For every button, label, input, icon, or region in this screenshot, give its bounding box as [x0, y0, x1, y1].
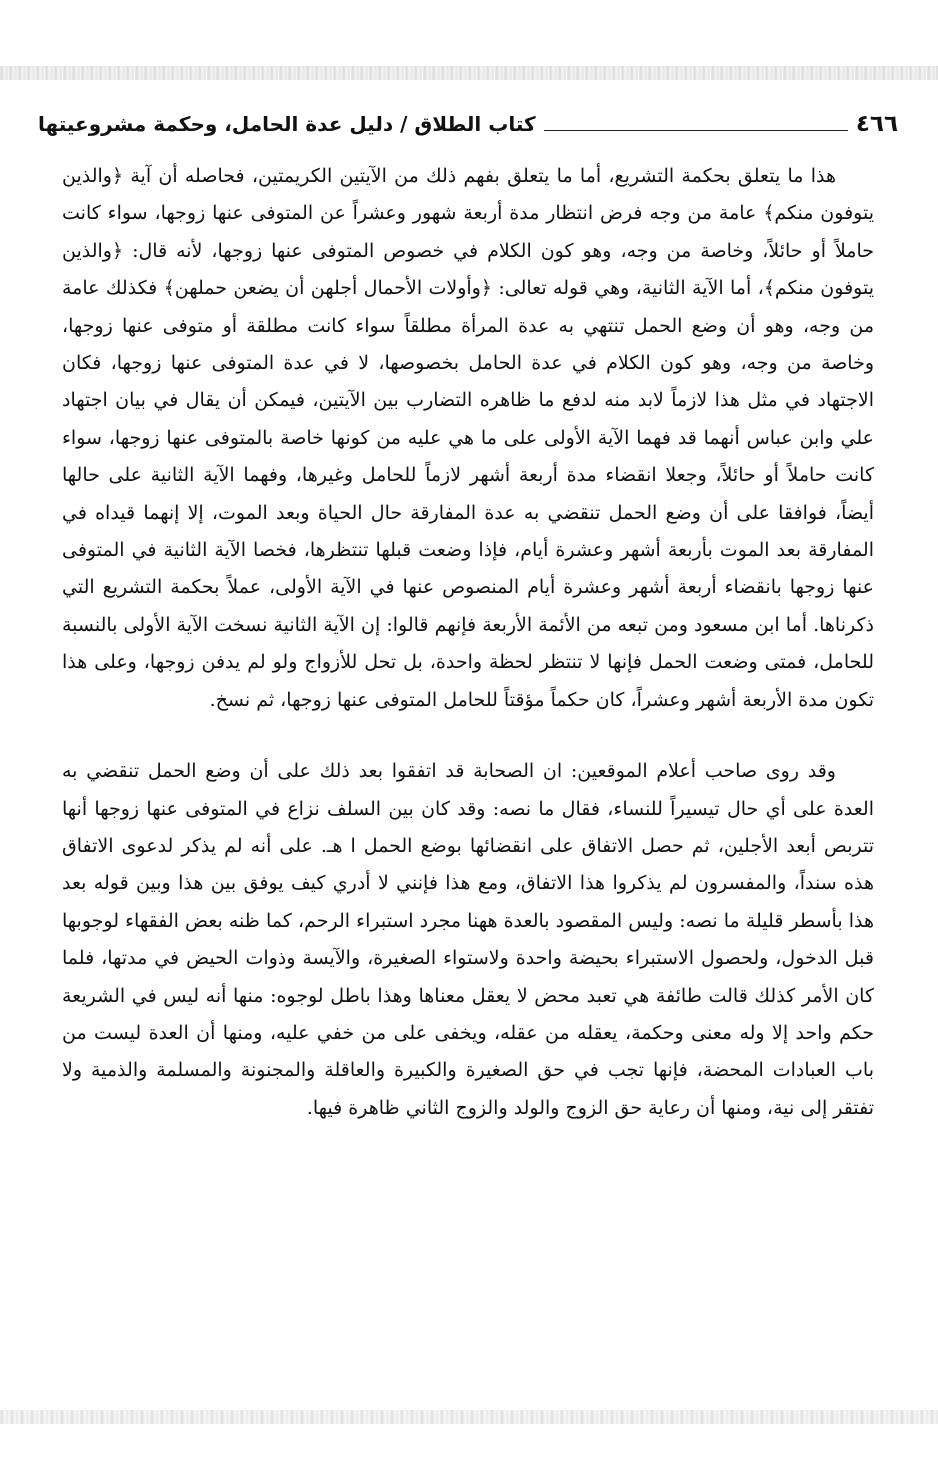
scan-edge-bottom	[0, 1410, 938, 1424]
scan-edge-top	[0, 66, 938, 80]
paragraph-2: وقد روى صاحب أعلام الموقعين: ان الصحابة قد اتفقوا بعد ذلك على أن وضع الحمل تنقضي به العدة على أي حال تيسيراً للنساء، فقال ما نصه: وقد كان بين السلف نزاع في المتوفى عنها زوجها أنها تتربص أبعد الأجلين، ثم حصل الاتفاق على انقضائها بوضع الحمل ا هـ. على أنه لم يذكر لدعوى الاتفاق هذه سنداً، والمفسرون لم يذكروا هذا الاتفاق، ومع هذا فإنني لا أدري كيف يوفق بين هذا وبين قوله بعد هذا بأسطر قليلة ما نصه: وليس المقصود بالعدة ههنا مجرد استبراء الرحم، كما ظنه بعض الفقهاء لوجوبها قبل الدخول، ولحصول الاستبراء بحيضة واحدة ولاستواء الصغيرة، والآيسة وذوات الحيض في مدتها، فلما كان الأمر كذلك قالت طائفة هي تعبد محض لا يعقل معناها وهذا باطل لوجوه: منها أنه ليس في الشريعة حكم واحد إلا وله معنى وحكمة، يعقله من عقله، ويخفى على من خفي عليه، ومنها أن العدة ليست من باب العبادات المحضة، فإنها تجب في حق الصغيرة والكبيرة والعاقلة والمجنونة والمسلمة والذمية ولا تفتقر إلى نية، ومنها أن رعاية حق الزوج والولد والزوج الثاني ظاهرة فيها.	[62, 760, 874, 1119]
header-rule	[544, 130, 848, 131]
paragraph-1: هذا ما يتعلق بحكمة التشريع، أما ما يتعلق بفهم ذلك من الآيتين الكريمتين، فحاصله أن آية ﴿والذين يتوفون منكم﴾ عامة من وجه فرض انتظار مدة أربعة شهور وعشراً عن المتوفى عنها زوجها، سواء كانت حاملاً أو حائلاً، وخاصة من وجه، وهو كون الكلام في خصوص المتوفى عنها زوجها، لأنه قال: ﴿والذين يتوفون منكم﴾، أما الآية الثانية، وهي قوله تعالى: ﴿وأولات الأحمال أجلهن أن يضعن حملهن﴾ فكذلك عامة من وجه، وهو أن وضع الحمل تنتهي به عدة المرأة مطلقاً سواء كانت مطلقة أو متوفى عنها زوجها، وخاصة من وجه، وهو كون الكلام في عدة الحامل بخصوصها، لا في عدة المتوفى عنها زوجها، فكان الاجتهاد في مثل هذا لازماً لابد منه لدفع ما ظاهره التضارب بين الآيتين، فيمكن أن يقال في بيان اجتهاد علي وابن عباس أنهما قد فهما الآية الأولى على ما هي عليه من كونها خاصة بالمتوفى عنها زوجها، سواء كانت حاملاً أو حائلاً، وجعلا انقضاء مدة أربعة أشهر لازماً للحامل وغيرها، وفهما الآية الثانية على حالها أيضاً، فوافقا على أن وضع الحمل تنقضي به عدة المفارقة حال الحياة وبعد الموت، إلا إنهما قيداه في المفارقة بعد الموت بأربعة أشهر وعشرة أيام، فإذا وضعت قبلها تنتظرها، فخصا الآية الثانية في المتوفى عنها زوجها بانقضاء أربعة أشهر وعشرة أيام المنصوص عنها في الآية الأولى، عملاً بحكمة التشريع التي ذكرناها. أما ابن مسعود ومن تبعه من الأئمة الأربعة فإنهم قالوا: إن الآية الثانية نسخت الآية الأولى بالنسبة للحامل، فمتى وضعت الحمل فإنها لا تنتظر لحظة واحدة، بل تحل للأزواج ولو لم يدفن زوجها، وعلى هذا تكون مدة الأربعة أشهر وعشراً، كان حكماً مؤقتاً للحامل المتوفى عنها زوجها، ثم نسخ.	[62, 165, 874, 711]
running-title: كتاب الطلاق / دليل عدة الحامل، وحكمة مشروعيتها	[38, 112, 536, 136]
page-number: ٤٦٦	[855, 111, 898, 137]
page-body	[62, 158, 874, 1127]
running-head	[38, 108, 898, 138]
paragraph-gap	[62, 719, 874, 753]
